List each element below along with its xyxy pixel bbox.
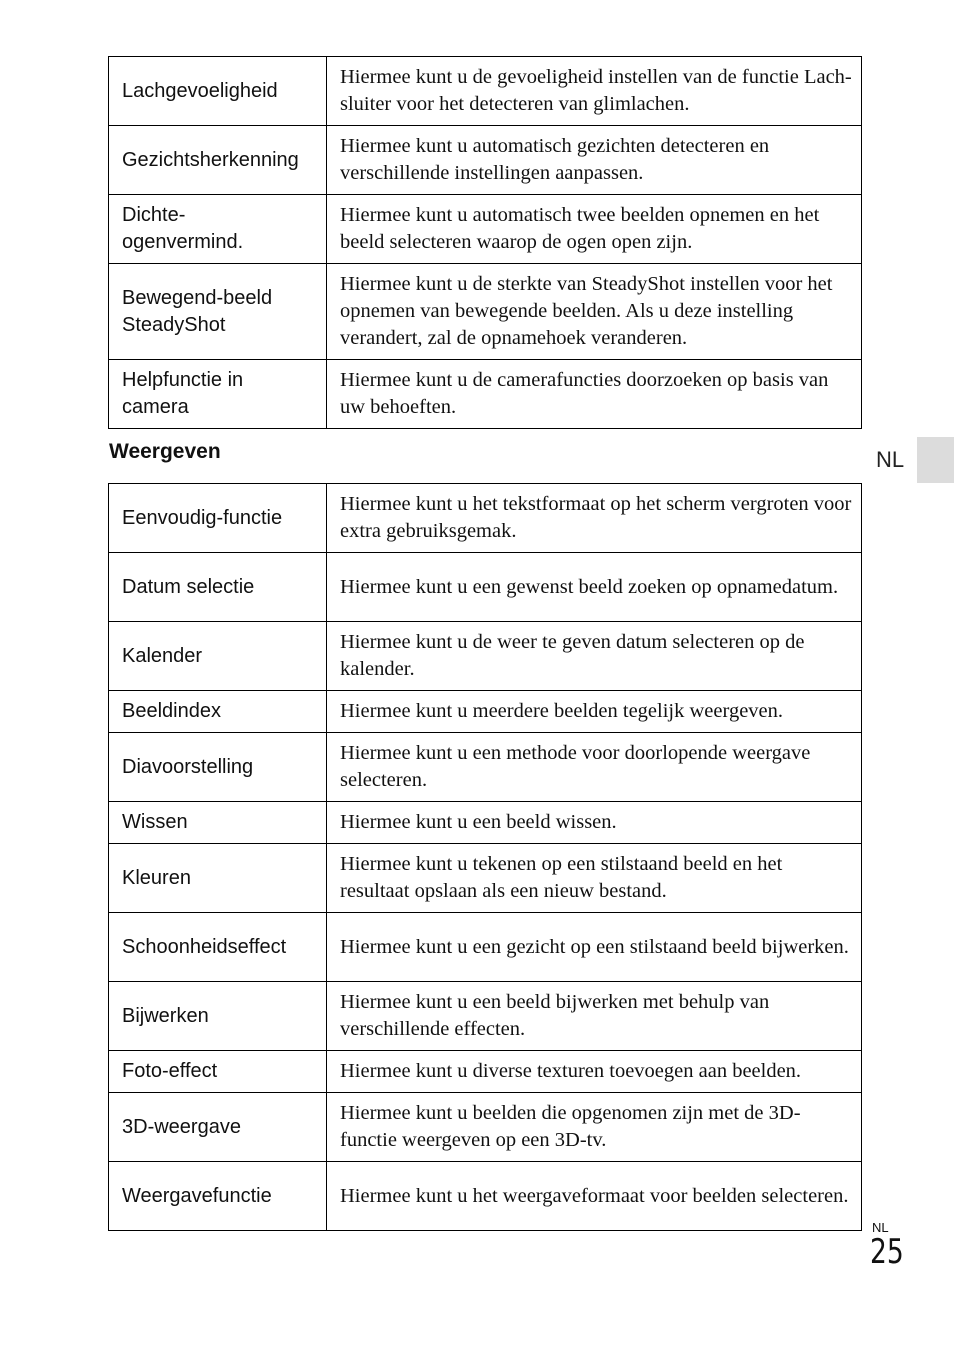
page-number: 25 — [870, 1232, 904, 1272]
table-row — [109, 622, 862, 691]
description-cell: Hiermee kunt u de weer te geven datum selecteren op de kalender. — [327, 622, 862, 691]
term-cell: Wissen — [109, 802, 327, 844]
settings-table-playback — [108, 483, 862, 1231]
term-cell: 3D-weergave — [109, 1093, 327, 1162]
table-row — [109, 913, 862, 982]
table-row — [109, 733, 862, 802]
table-row — [109, 553, 862, 622]
term-cell: Foto-effect — [109, 1051, 327, 1093]
description-cell: Hiermee kunt u de sterkte van SteadyShot instellen voor het opnemen van bewegende beelden. Als u deze instelling verandert, zal de opnamehoek veranderen. — [327, 264, 862, 360]
description-cell: Hiermee kunt u een gezicht op een stilstaand beeld bijwerken. — [327, 913, 862, 982]
description-cell: Hiermee kunt u meerdere beelden tegelijk weergeven. — [327, 691, 862, 733]
term-cell: Datum selectie — [109, 553, 327, 622]
description-cell: Hiermee kunt u automatisch twee beelden opnemen en het beeld selecteren waarop de ogen open zijn. — [327, 195, 862, 264]
description-cell: Hiermee kunt u een beeld bijwerken met behulp van verschillende effecten. — [327, 982, 862, 1051]
description-cell: Hiermee kunt u het tekstformaat op het scherm vergroten voor extra gebruiksgemak. — [327, 484, 862, 553]
description-cell: Hiermee kunt u een methode voor doorlopende weergave selecteren. — [327, 733, 862, 802]
table-row — [109, 484, 862, 553]
term-cell: Schoonheidseffect — [109, 913, 327, 982]
term-cell: Eenvoudig-functie — [109, 484, 327, 553]
side-tab-label: NL — [876, 447, 905, 472]
table-row — [109, 844, 862, 913]
section-heading: Weergeven — [109, 440, 221, 463]
table-row — [109, 360, 862, 429]
language-side-tab — [917, 437, 954, 483]
table-row — [109, 982, 862, 1051]
description-cell: Hiermee kunt u de gevoeligheid instellen van de functie Lach-sluiter voor het detecteren van glimlachen. — [327, 57, 862, 126]
term-cell: Dichte- ogenvermind. — [109, 195, 327, 264]
table-row — [109, 264, 862, 360]
description-cell: Hiermee kunt u een beeld wissen. — [327, 802, 862, 844]
table-row — [109, 802, 862, 844]
table-row — [109, 1162, 862, 1231]
term-cell: Helpfunctie in camera — [109, 360, 327, 429]
description-cell: Hiermee kunt u diverse texturen toevoegen aan beelden. — [327, 1051, 862, 1093]
description-cell: Hiermee kunt u tekenen op een stilstaand beeld en het resultaat opslaan als een nieuw bestand. — [327, 844, 862, 913]
description-cell: Hiermee kunt u een gewenst beeld zoeken op opnamedatum. — [327, 553, 862, 622]
table-row — [109, 57, 862, 126]
table-row — [109, 1051, 862, 1093]
term-cell: Kleuren — [109, 844, 327, 913]
term-cell: Lachgevoeligheid — [109, 57, 327, 126]
description-cell: Hiermee kunt u beelden die opgenomen zijn met de 3D-functie weergeven op een 3D-tv. — [327, 1093, 862, 1162]
term-cell: Kalender — [109, 622, 327, 691]
term-cell: Diavoorstelling — [109, 733, 327, 802]
term-cell: Beeldindex — [109, 691, 327, 733]
term-cell: Bijwerken — [109, 982, 327, 1051]
term-cell: Gezichtsherkenning — [109, 126, 327, 195]
table-row — [109, 1093, 862, 1162]
description-cell: Hiermee kunt u de camerafuncties doorzoeken op basis van uw behoeften. — [327, 360, 862, 429]
description-cell: Hiermee kunt u automatisch gezichten detecteren en verschillende instellingen aanpassen. — [327, 126, 862, 195]
description-cell: Hiermee kunt u het weergaveformaat voor beelden selecteren. — [327, 1162, 862, 1231]
table-row — [109, 691, 862, 733]
term-cell: Bewegend-beeld SteadyShot — [109, 264, 327, 360]
table-row — [109, 195, 862, 264]
term-cell: Weergavefunctie — [109, 1162, 327, 1231]
table-row — [109, 126, 862, 195]
settings-table-top — [108, 56, 862, 429]
page-language-label: NL — [872, 1220, 889, 1235]
